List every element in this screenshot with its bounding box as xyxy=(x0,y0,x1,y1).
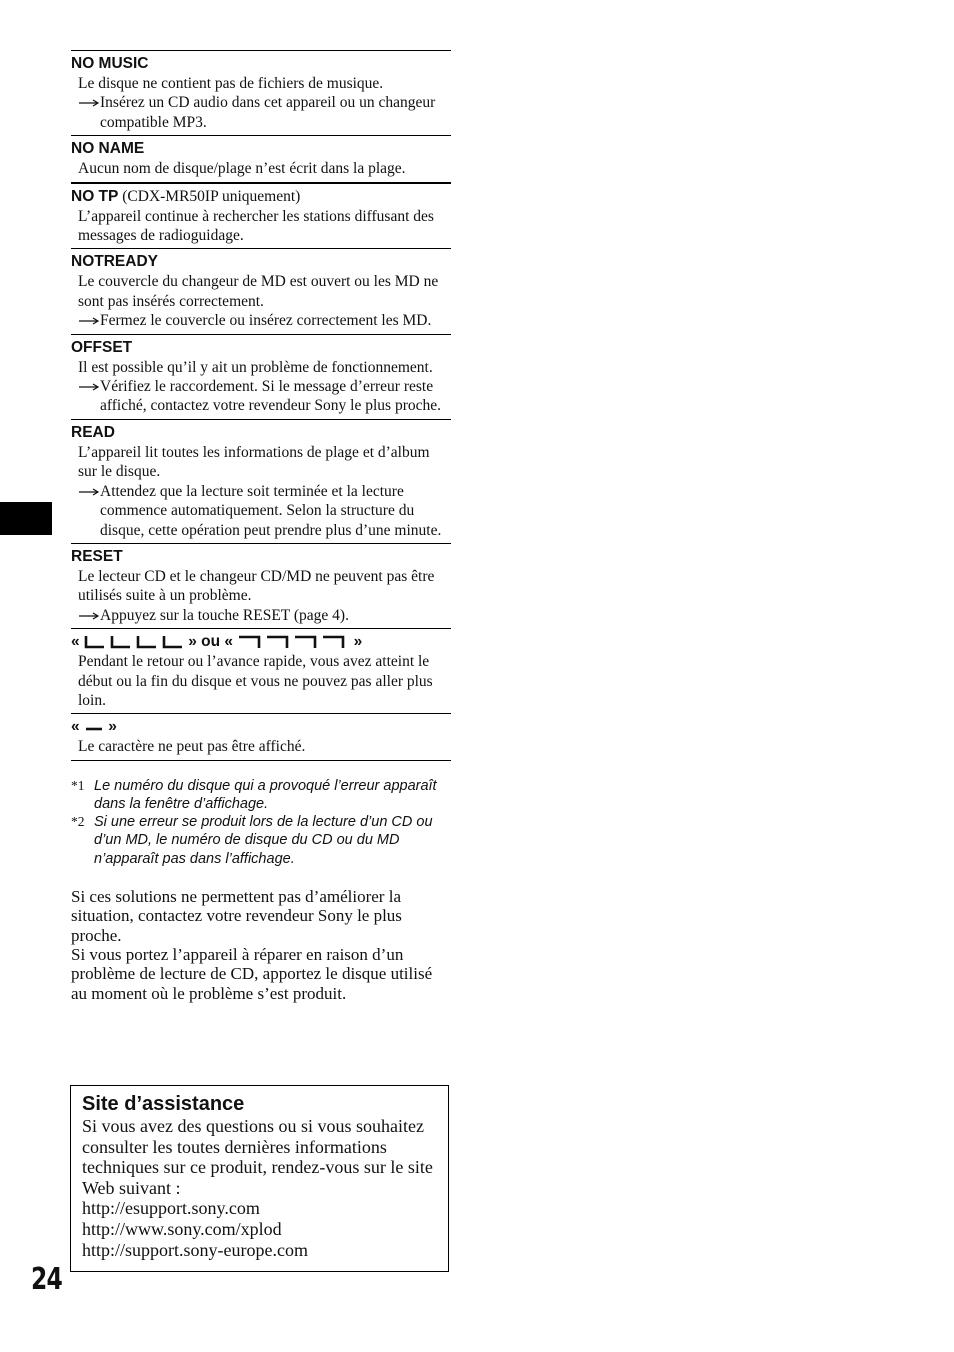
entry-description: Le disque ne contient pas de fichiers de musique. xyxy=(78,75,384,92)
entry-undisplayable xyxy=(71,713,451,760)
footnote-2 xyxy=(71,813,451,868)
entry-remedy xyxy=(78,311,451,330)
entry-code: RESET xyxy=(71,547,123,565)
body-paragraph-1: Si ces solutions ne permettent pas d’améliorer la situation, contactez votre revendeur Sony le plus proche. xyxy=(71,886,402,945)
support-url-3[interactable]: http://support.sony-europe.com xyxy=(82,1239,308,1260)
entry-reset xyxy=(71,543,451,628)
support-text: Si vous avez des questions ou si vous souhaitez consulter les toutes dernières informations techniques sur ce produit, rendez-vous sur le site Web suivant : xyxy=(82,1116,433,1198)
entry-code-label: NO TP xyxy=(71,187,119,205)
footnote-mark: *1 xyxy=(71,777,85,793)
entry-code xyxy=(71,186,451,207)
troubleshooting-column xyxy=(71,50,451,1003)
arrow-right-icon xyxy=(78,606,100,625)
segment-end-glyph-icon xyxy=(237,635,349,649)
footnote-text: Si une erreur se produit lors de la lecture d’un CD ou d’un MD, le numéro de disque du CD ou du MD n’apparaît pas dans l’affichage. xyxy=(94,814,433,867)
entry-code: NO MUSIC xyxy=(71,55,149,72)
entry-remedy xyxy=(78,482,451,540)
support-box xyxy=(70,1085,449,1272)
entry-code: OFFSET xyxy=(71,338,133,356)
body-paragraph-2: Si vous portez l’appareil à réparer en raison d’un problème de lecture de CD, apportez le disque utilisé au moment où le problème s’est produit. xyxy=(71,944,433,1003)
entry-remedy-text: Appuyez sur la touche RESET (page 4). xyxy=(100,606,349,624)
support-url-1[interactable]: http://esupport.sony.com xyxy=(82,1198,260,1219)
entry-no-tp xyxy=(71,182,451,249)
quote-close: » xyxy=(103,718,117,736)
entry-remedy xyxy=(78,606,451,625)
page-number: 24 xyxy=(31,1262,63,1297)
footnote-text: Le numéro du disque qui a provoqué l’erreur apparaît dans la fenêtre d’affichage. xyxy=(94,777,437,812)
quote-open: « xyxy=(71,718,84,736)
entry-description: Il est possible qu’il y ait un problème de fonctionnement. xyxy=(78,358,433,376)
entry-description: Pendant le retour ou l’avance rapide, vous avez atteint le début ou la fin du disque et vous ne pouvez pas aller plus loin. xyxy=(78,653,433,709)
footnotes xyxy=(71,777,451,868)
entry-description: Le caractère ne peut pas être affiché. xyxy=(78,738,306,756)
entry-remedy xyxy=(78,93,451,132)
entry-read xyxy=(71,419,451,543)
entry-no-name xyxy=(71,135,451,181)
quote-open: « xyxy=(71,633,84,651)
entry-code xyxy=(71,716,451,737)
entry-code xyxy=(71,631,451,652)
entry-disc-end xyxy=(71,628,451,713)
entry-description: L’appareil lit toutes les informations de plage et d’album sur le disque. xyxy=(78,443,430,481)
entry-description: Le lecteur CD et le changeur CD/MD ne peuvent pas être utilisés suite à un problème. xyxy=(78,567,435,605)
footnote-1 xyxy=(71,777,451,813)
support-url-2[interactable]: http://www.sony.com/xplod xyxy=(82,1218,282,1239)
entry-remedy xyxy=(78,377,451,416)
entry-notready xyxy=(71,248,451,333)
entry-offset xyxy=(71,334,451,419)
quote-close: » xyxy=(349,633,363,651)
body-text xyxy=(71,887,451,1003)
arrow-right-icon xyxy=(78,482,100,501)
segment-start-glyph-icon xyxy=(84,635,184,649)
quote-mid: » ou « xyxy=(183,633,238,651)
entry-code: NOTREADY xyxy=(71,253,158,271)
entry-remedy-text: Attendez que la lecture soit terminée et la lecture commence automatiquement. Selon la structure du disque, cette opération peut prendre plus d’une minute. xyxy=(100,482,442,539)
arrow-right-icon xyxy=(78,377,100,396)
entry-code: READ xyxy=(71,423,115,441)
entry-remedy-text: Vérifiez le raccordement. Si le message d’erreur reste affiché, contactez votre revendeur Sony le plus proche. xyxy=(100,378,441,415)
entry-code: NO NAME xyxy=(71,140,145,158)
entry-no-music xyxy=(71,50,451,135)
arrow-right-icon xyxy=(78,311,100,330)
support-title: Site d’assistance xyxy=(82,1093,245,1115)
entry-remedy-text: Insérez un CD audio dans cet appareil ou un changeur compatible MP3. xyxy=(100,94,436,131)
section-tab-marker xyxy=(0,502,52,535)
entry-description: L’appareil continue à rechercher les stations diffusant des messages de radioguidage. xyxy=(78,207,434,245)
dash-glyph-icon xyxy=(84,720,104,734)
entry-code-note: (CDX-MR50IP uniquement) xyxy=(118,187,301,205)
entry-remedy-text: Fermez le couvercle ou insérez correctement les MD. xyxy=(100,312,432,330)
arrow-right-icon xyxy=(78,93,100,112)
footnote-mark: *2 xyxy=(71,814,85,830)
entry-description: Aucun nom de disque/plage n’est écrit dans la plage. xyxy=(78,160,406,178)
entry-description: Le couvercle du changeur de MD est ouvert ou les MD ne sont pas insérés correctement. xyxy=(78,273,439,310)
